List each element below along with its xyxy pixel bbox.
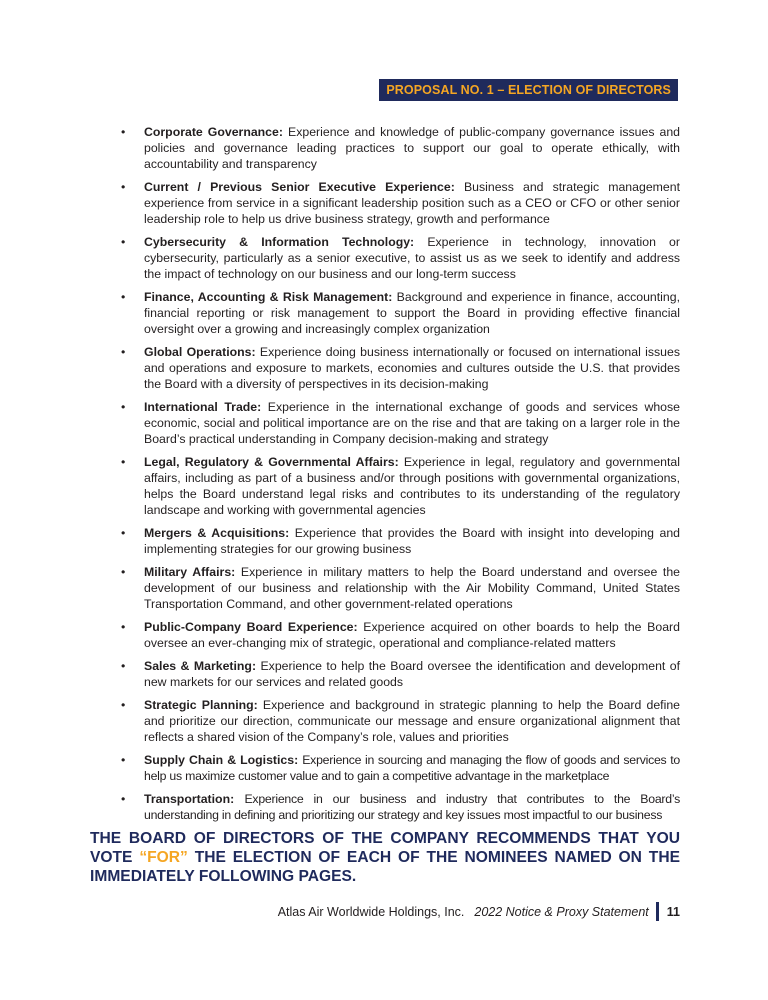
- list-item: [118, 564, 680, 612]
- bullet-icon: •: [121, 125, 126, 139]
- for-vote-highlight: “FOR”: [139, 849, 188, 866]
- footer-divider: [656, 902, 659, 921]
- list-item: [118, 399, 680, 447]
- list-item: [118, 234, 680, 282]
- criterion-term: Legal, Regulatory & Governmental Affairs:: [144, 455, 399, 469]
- list-item: [118, 124, 680, 172]
- criterion-term: Mergers & Acquisitions:: [144, 526, 290, 540]
- list-item: [118, 454, 680, 518]
- criterion-term: Sales & Marketing:: [144, 659, 257, 673]
- criterion-term: International Trade:: [144, 400, 262, 414]
- criterion-term: Finance, Accounting & Risk Management:: [144, 290, 393, 304]
- criterion-description: Experience in sourcing and managing the flow of goods and services to help us maximize customer value and to gain a competitive advantage in the marketplace: [144, 753, 680, 783]
- bullet-icon: •: [121, 400, 126, 414]
- criterion-term: Supply Chain & Logistics:: [144, 753, 299, 767]
- bullet-icon: •: [121, 180, 126, 194]
- section-header-banner: [379, 79, 678, 101]
- criterion-description: Experience and background in strategic planning to help the Board define and prioritize our direction, communicate our message and ensure organizational alignment that reflects a shared vision of the Company’s role, values and priorities: [144, 698, 680, 744]
- bullet-icon: •: [121, 455, 126, 469]
- criterion-term: Transportation:: [144, 792, 235, 806]
- bullet-icon: •: [121, 753, 126, 767]
- criterion-term: Current / Previous Senior Executive Experience:: [144, 180, 455, 194]
- criterion-description: Experience in technology, innovation or cybersecurity, particularly as a senior executive, to assist us as we seek to identify and address the impact of technology on our business and our long-term success: [144, 235, 680, 281]
- list-item: [118, 525, 680, 557]
- footer-company-name: Atlas Air Worldwide Holdings, Inc.: [277, 904, 465, 919]
- page-number: 11: [666, 904, 680, 919]
- bullet-icon: •: [121, 235, 126, 249]
- criterion-description: Experience and knowledge of public-company governance issues and policies and governance leading practices to support our goal to operate ethically, with accountability and transparency: [144, 125, 681, 171]
- criterion-description: Experience in legal, regulatory and governmental affairs, including as part of a business and/or through positions with governmental organizations, helps the Board understand legal risks and contributes to its understanding of the regulatory landscape and working with governmental agencies: [144, 455, 680, 517]
- recommendation-text: THE BOARD OF DIRECTORS OF THE COMPANY RECOMMENDS THAT YOU VOTE: [90, 830, 680, 866]
- list-item: [118, 289, 680, 337]
- list-item: [118, 179, 680, 227]
- criterion-term: Strategic Planning:: [144, 698, 258, 712]
- criterion-term: Global Operations:: [144, 345, 256, 359]
- criterion-description: Experience that provides the Board with insight into developing and implementing strategies for our growing business: [144, 526, 680, 556]
- criterion-description: Background and experience in finance, accounting, financial reporting or risk management to support the Board in providing effective financial oversight over a growing and increasingly complex organization: [144, 290, 680, 336]
- list-item: [118, 791, 680, 823]
- criterion-description: Experience acquired on other boards to help the Board oversee an ever-changing mix of strategic, operational and compliance-related matters: [144, 620, 680, 650]
- footer-document-title: 2022 Notice & Proxy Statement: [474, 904, 649, 919]
- page-footer: [278, 902, 680, 921]
- bullet-icon: •: [121, 290, 126, 304]
- criterion-term: Military Affairs:: [144, 565, 236, 579]
- director-criteria-list: [118, 124, 680, 830]
- criterion-description: Business and strategic management experience from service in a significant leadership position such as a CEO or CFO or other senior leadership role to help us drive business strategy, growth and performance: [144, 180, 680, 226]
- bullet-icon: •: [121, 792, 126, 806]
- list-item: [118, 619, 680, 651]
- criterion-term: Corporate Governance:: [144, 125, 283, 139]
- bullet-icon: •: [121, 620, 126, 634]
- list-item: [118, 697, 680, 745]
- bullet-icon: •: [121, 345, 126, 359]
- bullet-icon: •: [121, 698, 126, 712]
- recommendation-text: THE ELECTION OF EACH OF THE NOMINEES NAMED ON THE IMMEDIATELY FOLLOWING PAGES.: [90, 849, 680, 885]
- bullet-icon: •: [121, 565, 126, 579]
- criterion-description: Experience to help the Board oversee the identification and development of new markets for our services and related goods: [144, 659, 681, 689]
- criterion-description: Experience in military matters to help the Board understand and oversee the development of our business and relationship with the Air Mobility Command, United States Transportation Command, and other government-related operations: [144, 565, 680, 611]
- criterion-description: Experience doing business internationally or focused on international issues and operations and exposure to markets, economies and cultures outside the U.S. that provides the Board with a diversity of perspectives in its decision-making: [144, 345, 681, 391]
- criterion-description: Experience in our business and industry that contributes to the Board’s understanding in defining and prioritizing our strategy and key issues most impactful to our business: [144, 792, 681, 822]
- bullet-icon: •: [121, 659, 126, 673]
- bullet-icon: •: [121, 526, 126, 540]
- criterion-term: Public-Company Board Experience:: [144, 620, 358, 634]
- list-item: [118, 752, 680, 784]
- board-recommendation: [90, 829, 680, 886]
- list-item: [118, 658, 680, 690]
- section-title: PROPOSAL NO. 1 – ELECTION OF DIRECTORS: [386, 83, 671, 97]
- list-item: [118, 344, 680, 392]
- criterion-term: Cybersecurity & Information Technology:: [144, 235, 415, 249]
- criterion-description: Experience in the international exchange of goods and services whose economic, social and political importance are on the rise and that are taking on a larger role in the Board’s practical understanding in Company decision-making and strategy: [144, 400, 681, 446]
